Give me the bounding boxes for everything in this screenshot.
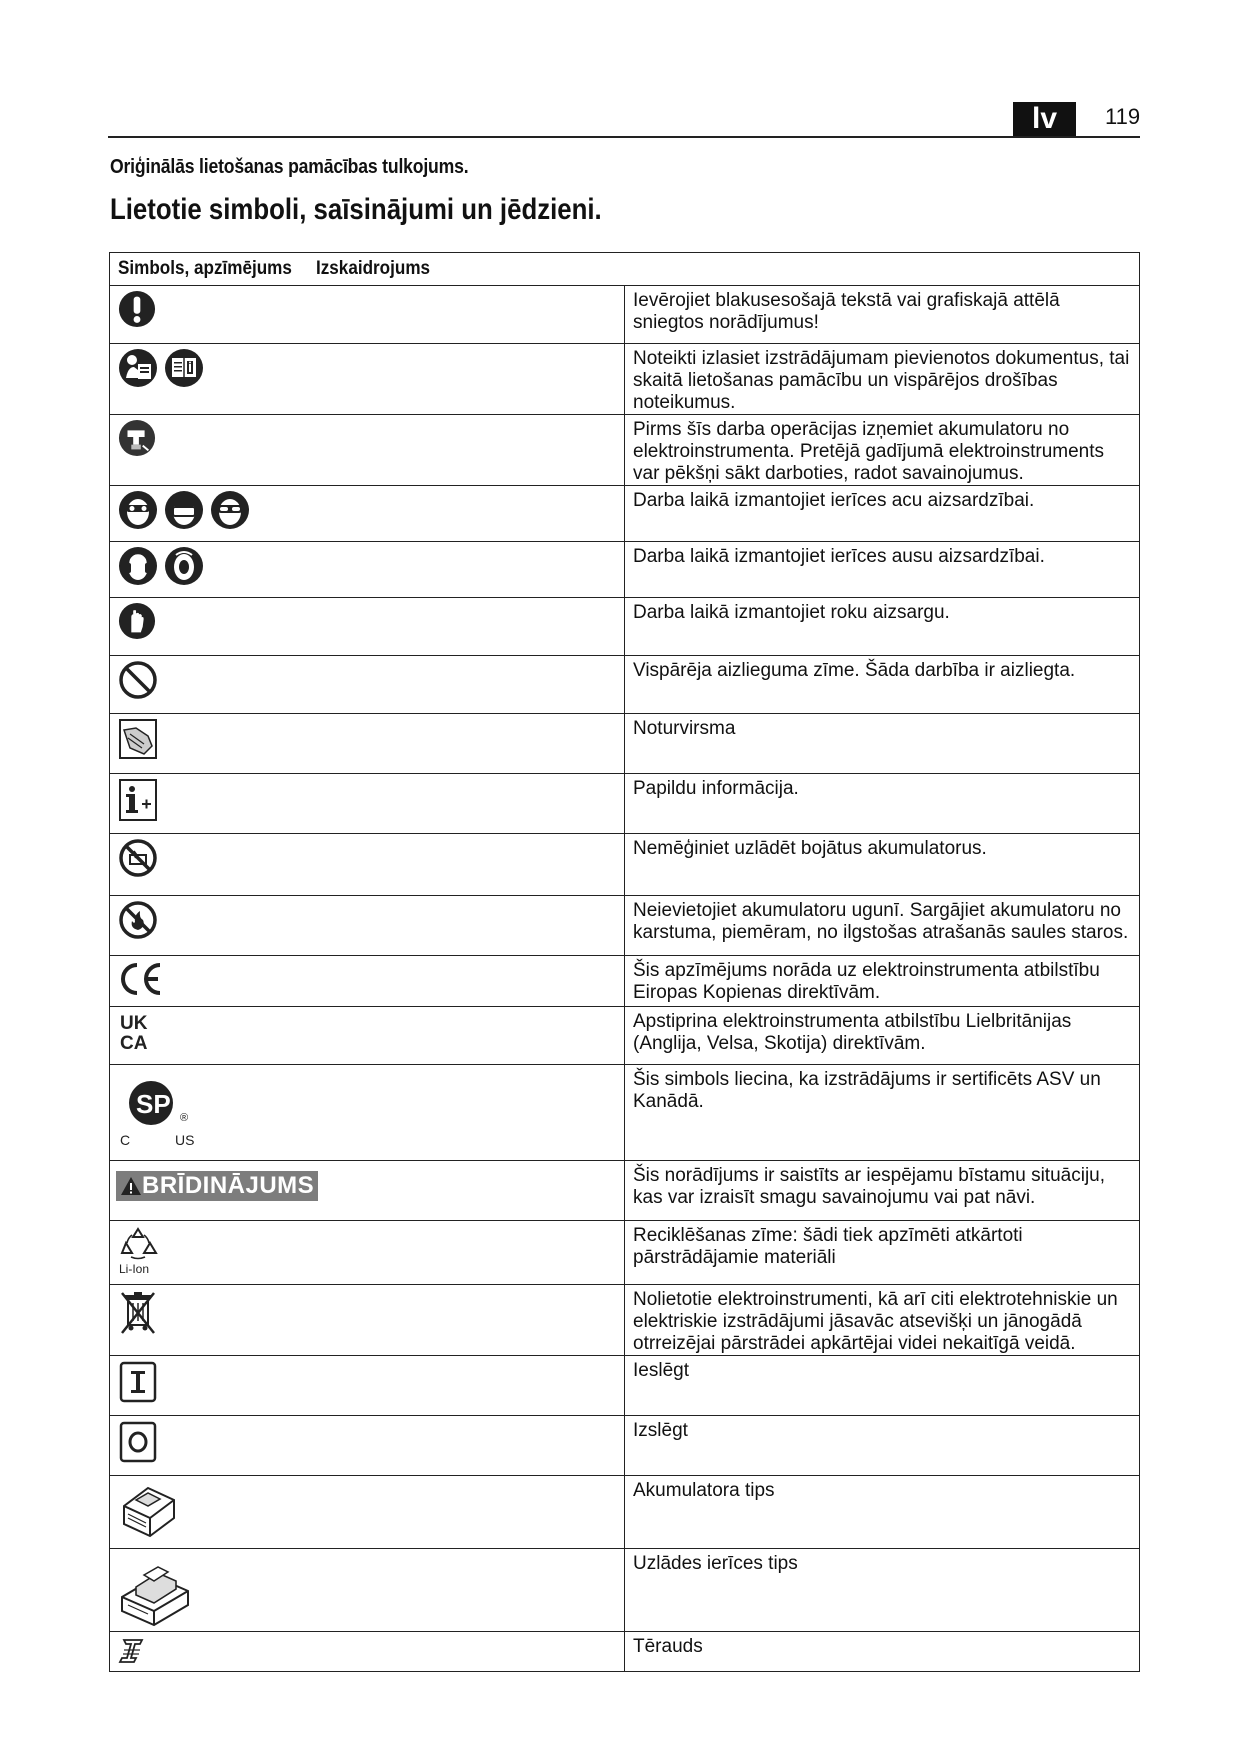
row-text: Papildu informācija. bbox=[625, 774, 1140, 834]
read-documents-icon bbox=[118, 348, 158, 388]
row-text: Šis apzīmējums norāda uz elektroinstrumenta atbilstību Eiropas Kopienas direktīvām. bbox=[625, 956, 1140, 1007]
svg-text:®: ® bbox=[180, 1112, 189, 1124]
language-badge: lv bbox=[1013, 102, 1076, 136]
no-damaged-battery-charging-icon bbox=[118, 838, 158, 878]
row-text: Darba laikā izmantojiet ierīces ausu aizsardzībai. bbox=[625, 542, 1140, 598]
steel-material-icon bbox=[118, 1636, 148, 1666]
table-row bbox=[110, 542, 1140, 598]
row-text: Uzlādes ierīces tips bbox=[625, 1549, 1140, 1632]
csa-mark-icon bbox=[118, 1069, 208, 1153]
svg-text:SP: SP bbox=[136, 1089, 171, 1119]
exclamation-icon bbox=[118, 290, 156, 328]
header-rule bbox=[108, 136, 1140, 138]
table-row bbox=[110, 896, 1140, 956]
table-row bbox=[110, 656, 1140, 714]
svg-text:CA: CA bbox=[120, 1033, 148, 1053]
face-shield-icon bbox=[164, 490, 204, 530]
row-text: Šis norādījums ir saistīts ar iespējamu bīstamu situāciju, kas var izraisīt smagu savainojumu vai pat nāvi. bbox=[625, 1161, 1140, 1221]
table-row bbox=[110, 956, 1140, 1007]
table-row bbox=[110, 1632, 1140, 1672]
table-row bbox=[110, 286, 1140, 344]
remove-battery-icon bbox=[118, 419, 156, 457]
table-row bbox=[110, 834, 1140, 896]
row-text: Apstiprina elektroinstrumenta atbilstību Lielbritānijas (Anglija, Velsa, Skotija) direktīvām. bbox=[625, 1007, 1140, 1065]
row-text: Izslēgt bbox=[625, 1416, 1140, 1476]
table-row bbox=[110, 486, 1140, 542]
manual-info-icon bbox=[164, 348, 204, 388]
table-row bbox=[110, 1285, 1140, 1356]
row-text: Nolietotie elektroinstrumenti, kā arī citi elektrotehniskie un elektriskie izstrādājumi jāsavāc atsevišķi un jānogādā otrreizējai pārstrādei apkārtējai videi nekaitīgā veidā. bbox=[625, 1285, 1140, 1356]
table-row bbox=[110, 1416, 1140, 1476]
row-text: Darba laikā izmantojiet roku aizsargu. bbox=[625, 598, 1140, 656]
charger-icon bbox=[118, 1553, 192, 1627]
no-fire-battery-icon bbox=[118, 900, 158, 940]
crossed-bin-icon bbox=[118, 1289, 158, 1337]
hand-protection-icon bbox=[118, 602, 156, 640]
row-text: Noturvirsma bbox=[625, 714, 1140, 774]
row-text: Noteikti izlasiet izstrādājumam pievienotos dokumentus, tai skaitā lietošanas pamācību un vispārējos drošības noteikumus. bbox=[625, 344, 1140, 415]
row-text: Pirms šīs darba operācijas izņemiet akumulatoru no elektroinstrumenta. Pretējā gadījumā elektroinstruments var pēkšņi sākt darboties, radot savainojumus. bbox=[625, 415, 1140, 486]
row-text: Reciklēšanas zīme: šādi tiek apzīmēti atkārtoti pārstrādājamie materiāli bbox=[625, 1221, 1140, 1285]
column-header-explanation: Izskaidrojums bbox=[316, 258, 431, 279]
ce-mark-icon bbox=[118, 960, 164, 998]
svg-text:Li-Ion: Li-Ion bbox=[119, 1262, 150, 1276]
row-text: Ievērojiet blakusesošajā tekstā vai grafiskajā attēlā sniegtos norādījumus! bbox=[625, 286, 1140, 344]
document-subtitle: Oriģinālās lietošanas pamācības tulkojums. bbox=[110, 156, 469, 178]
info-plus-icon bbox=[118, 778, 158, 822]
row-text: Šis simbols liecina, ka izstrādājums ir sertificēts ASV un Kanādā. bbox=[625, 1065, 1140, 1161]
warning-label-text: BRĪDINĀJUMS bbox=[142, 1172, 315, 1199]
switch-on-icon bbox=[118, 1360, 158, 1404]
table-row bbox=[110, 1161, 1140, 1221]
warning-triangle-icon bbox=[120, 1176, 142, 1196]
table-row bbox=[110, 1356, 1140, 1416]
row-text: Akumulatora tips bbox=[625, 1476, 1140, 1549]
battery-pack-icon bbox=[118, 1480, 180, 1544]
svg-text:UK: UK bbox=[120, 1013, 148, 1034]
symbols-table bbox=[109, 252, 1140, 1672]
row-text: Ieslēgt bbox=[625, 1356, 1140, 1416]
page-title: Lietotie simboli, saīsinājumi un jēdzieni. bbox=[110, 193, 602, 226]
table-row bbox=[110, 1476, 1140, 1549]
table-row bbox=[110, 774, 1140, 834]
table-row bbox=[110, 415, 1140, 486]
row-text: Darba laikā izmantojiet ierīces acu aizsardzībai. bbox=[625, 486, 1140, 542]
table-row bbox=[110, 1065, 1140, 1161]
switch-off-icon bbox=[118, 1420, 158, 1464]
prohibition-icon bbox=[118, 660, 158, 700]
page-number: 119 bbox=[1105, 104, 1141, 129]
ear-protection-icon bbox=[118, 546, 158, 586]
svg-text:C: C bbox=[120, 1132, 131, 1148]
table-header-row bbox=[110, 253, 1140, 286]
grip-surface-icon bbox=[118, 718, 158, 760]
recycling-li-ion-icon bbox=[118, 1225, 158, 1277]
column-header-symbol: Simbols, apzīmējums bbox=[118, 258, 292, 279]
table-row bbox=[110, 598, 1140, 656]
svg-text:US: US bbox=[175, 1132, 195, 1148]
row-text: Nemēģiniet uzlādēt bojātus akumulatorus. bbox=[625, 834, 1140, 896]
table-row bbox=[110, 1007, 1140, 1065]
table-row bbox=[110, 1549, 1140, 1632]
row-text: Vispārēja aizlieguma zīme. Šāda darbība ir aizliegta. bbox=[625, 656, 1140, 714]
table-row bbox=[110, 344, 1140, 415]
warning-label-icon bbox=[116, 1171, 318, 1201]
table-row bbox=[110, 714, 1140, 774]
table-row bbox=[110, 1221, 1140, 1285]
ukca-mark-icon bbox=[118, 1011, 158, 1053]
ear-muff-icon bbox=[164, 546, 204, 586]
goggles-icon bbox=[210, 490, 250, 530]
safety-glasses-icon bbox=[118, 490, 158, 530]
row-text: Tērauds bbox=[625, 1632, 1140, 1672]
row-text: Neievietojiet akumulatoru ugunī. Sargājiet akumulatoru no karstuma, piemēram, no ilgstošas atrašanās saules staros. bbox=[625, 896, 1140, 956]
